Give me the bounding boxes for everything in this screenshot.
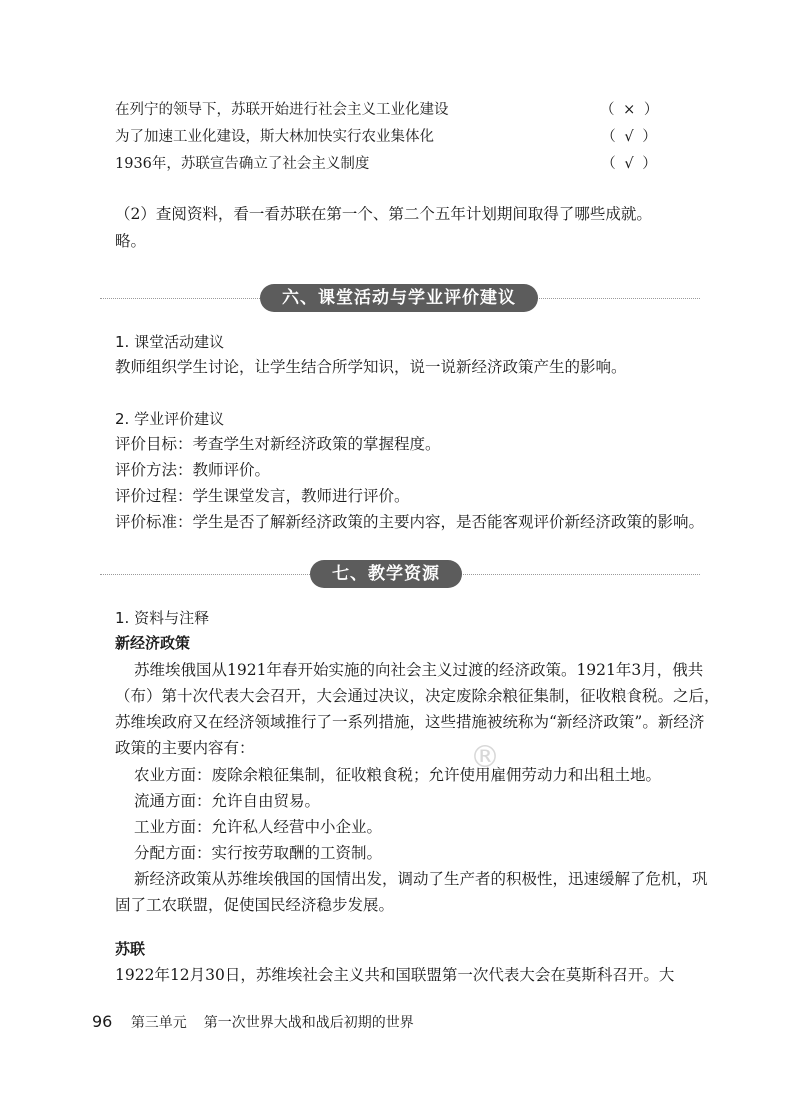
answer-mark: （ √ ）	[601, 129, 659, 145]
nep-content-item: 工业方面：允许私人经营中小企业。	[134, 818, 383, 836]
nep-paragraph-line: 新经济政策从苏维埃俄国的国情出发，调动了生产者的积极性，迅速缓解了危机，巩	[134, 870, 708, 888]
answer-mark: （ √ ）	[601, 156, 659, 172]
nep-title: 新经济政策	[115, 634, 191, 652]
nep-content-item: 分配方面：实行按劳取酬的工资制。	[134, 844, 383, 862]
nep-content-item: 农业方面：废除余粮征集制，征收粮食税；允许使用雇佣劳动力和出租土地。	[134, 766, 662, 784]
nep-paragraph-line: 苏维埃俄国从1921年春开始实施的向社会主义过渡的经济政策。1921年3月，俄共	[134, 661, 704, 679]
answer-text: 1936年，苏联宣告确立了社会主义制度	[115, 156, 370, 172]
nep-content-item: 流通方面：允许自由贸易。	[134, 792, 321, 810]
answer-text: 在列宁的领导下，苏联开始进行社会主义工业化建设	[115, 102, 449, 118]
answer-mark: （ × ）	[600, 102, 661, 118]
watermark-mark: ®	[470, 740, 500, 775]
answer-row	[115, 127, 660, 147]
answer-row	[115, 154, 660, 174]
section-7-header	[100, 560, 700, 588]
answer-text: 为了加速工业化建设，斯大林加快实行农业集体化	[115, 129, 434, 145]
section-6-sub2-title: 2. 学业评价建议	[115, 410, 225, 428]
nep-paragraph-line: 苏维埃政府又在经济领域推行了一系列措施，这些措施被统称为“新经济政策”。新经济	[115, 713, 705, 731]
answer-row	[115, 100, 660, 120]
question-2-answer: 略。	[115, 232, 147, 250]
evaluation-item: 评价目标：考查学生对新经济政策的掌握程度。	[115, 435, 441, 453]
section-6-header	[100, 284, 700, 312]
evaluation-item: 评价过程：学生课堂发言，教师进行评价。	[115, 487, 410, 505]
footer-unit-title: 第一次世界大战和战后初期的世界	[203, 1015, 414, 1031]
question-2: （2）查阅资料，看一看苏联在第一个、第二个五年计划期间取得了哪些成就。	[115, 205, 652, 223]
section-6-title: 六、课堂活动与学业评价建议	[260, 284, 538, 312]
footer-unit: 第三单元	[130, 1015, 187, 1031]
nep-paragraph-line: （布）第十次代表大会召开，大会通过决议，决定废除余粮征集制，征收粮食税。之后，	[115, 687, 720, 705]
evaluation-item: 评价标准：学生是否了解新经济政策的主要内容，是否能客观评价新经济政策的影响。	[115, 513, 705, 531]
evaluation-item: 评价方法：教师评价。	[115, 461, 271, 479]
nep-paragraph-line: 政策的主要内容有：	[115, 739, 255, 757]
page-footer	[92, 1012, 414, 1033]
page-number: 96	[92, 1012, 113, 1031]
section-6-sub1-text: 教师组织学生讨论，让学生结合所学知识，说一说新经济政策产生的影响。	[115, 358, 627, 376]
section-6-sub1-title: 1. 课堂活动建议	[115, 333, 225, 351]
section-7-sub1-title: 1. 资料与注释	[115, 609, 210, 627]
ussr-title: 苏联	[115, 940, 146, 958]
ussr-paragraph-line: 1922年12月30日，苏维埃社会主义共和国联盟第一次代表大会在莫斯科召开。大	[115, 966, 675, 984]
nep-paragraph-line: 固了工农联盟，促使国民经济稳步发展。	[115, 896, 395, 914]
section-7-title: 七、教学资源	[310, 560, 462, 588]
